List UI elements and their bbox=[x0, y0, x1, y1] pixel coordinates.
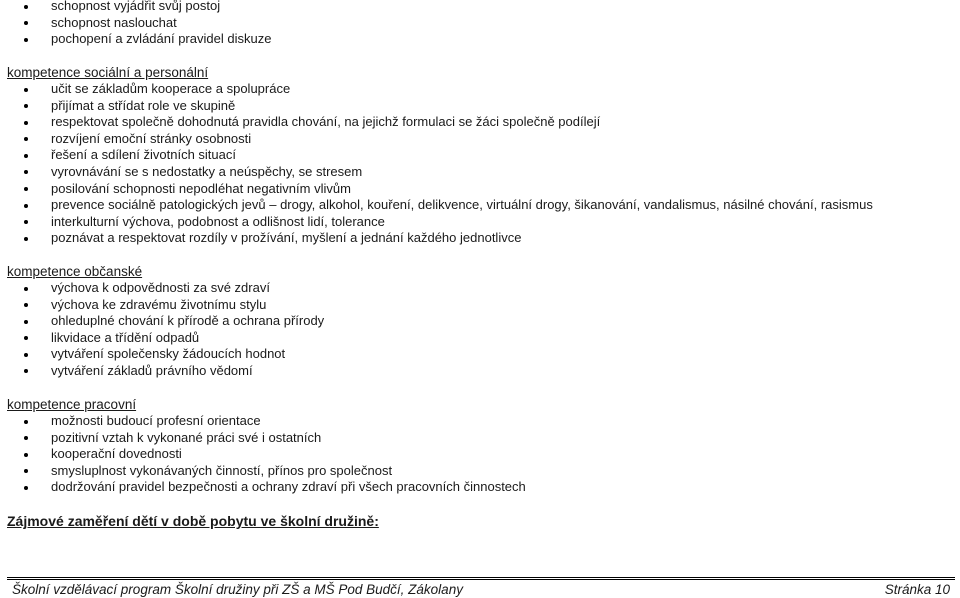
list-item: vyrovnávání se s nedostatky a neúspěchy, se stresem bbox=[0, 164, 873, 181]
list-item: schopnost vyjádřit svůj postoj bbox=[0, 0, 271, 15]
list-item: řešení a sdílení životních situací bbox=[0, 147, 873, 164]
top-list bbox=[0, 0, 271, 48]
list-item: rozvíjení emoční stránky osobnosti bbox=[0, 131, 873, 148]
list-item: vytváření základů právního vědomí bbox=[0, 363, 324, 380]
footer-title: Školní vzdělávací program Školní družiny při ZŠ a MŠ Pod Budčí, Zákolany bbox=[12, 582, 463, 597]
footer-divider bbox=[7, 577, 955, 578]
list-item: posilování schopnosti nepodléhat negativním vlivům bbox=[0, 181, 873, 198]
work-section bbox=[0, 396, 526, 496]
list-item: poznávat a respektovat rozdíly v prožívání, myšlení a jednání každého jednotlivce bbox=[0, 230, 873, 247]
list-item: dodržování pravidel bezpečnosti a ochrany zdraví při všech pracovních činnostech bbox=[0, 479, 526, 496]
list-item: možnosti budoucí profesní orientace bbox=[0, 413, 526, 430]
focus-heading: Zájmové zaměření dětí v době pobytu ve školní družině: bbox=[7, 513, 379, 529]
page-footer bbox=[0, 581, 960, 598]
list-item: schopnost naslouchat bbox=[0, 15, 271, 32]
section-heading: kompetence pracovní bbox=[7, 397, 137, 412]
list-item: pochopení a zvládání pravidel diskuze bbox=[0, 31, 271, 48]
list-item: kooperační dovednosti bbox=[0, 446, 526, 463]
work-list bbox=[0, 413, 526, 496]
list-item: učit se základům kooperace a spolupráce bbox=[0, 81, 873, 98]
page-number: Stránka 10 bbox=[884, 582, 950, 597]
list-item: smysluplnost vykonávaných činností, přínos pro společnost bbox=[0, 463, 526, 480]
list-item: ohleduplné chování k přírodě a ochrana přírody bbox=[0, 313, 324, 330]
list-item: pozitivní vztah k vykonané práci své i ostatních bbox=[0, 430, 526, 447]
list-item: výchova ke zdravému životnímu stylu bbox=[0, 297, 324, 314]
section-heading: kompetence občanské bbox=[7, 264, 143, 279]
list-item: interkulturní výchova, podobnost a odlišnost lidí, tolerance bbox=[0, 214, 873, 231]
social-list bbox=[0, 81, 873, 247]
civic-list bbox=[0, 280, 324, 380]
list-item: přijímat a střídat role ve skupině bbox=[0, 98, 873, 115]
list-item: vytváření společensky žádoucích hodnot bbox=[0, 346, 324, 363]
list-item: respektovat společně dohodnutá pravidla chování, na jejichž formulaci se žáci společně podílejí bbox=[0, 114, 873, 131]
footer-divider bbox=[7, 579, 955, 580]
section-heading: kompetence sociální a personální bbox=[7, 65, 209, 80]
list-item: výchova k odpovědnosti za své zdraví bbox=[0, 280, 324, 297]
social-section bbox=[0, 64, 873, 247]
civic-section bbox=[0, 263, 324, 380]
top-list-section bbox=[0, 0, 271, 48]
list-item: likvidace a třídění odpadů bbox=[0, 330, 324, 347]
list-item: prevence sociálně patologických jevů – drogy, alkohol, kouření, delikvence, virtuální drogy, šikanování, vandalismus, násilné chování, rasismus bbox=[0, 197, 873, 214]
